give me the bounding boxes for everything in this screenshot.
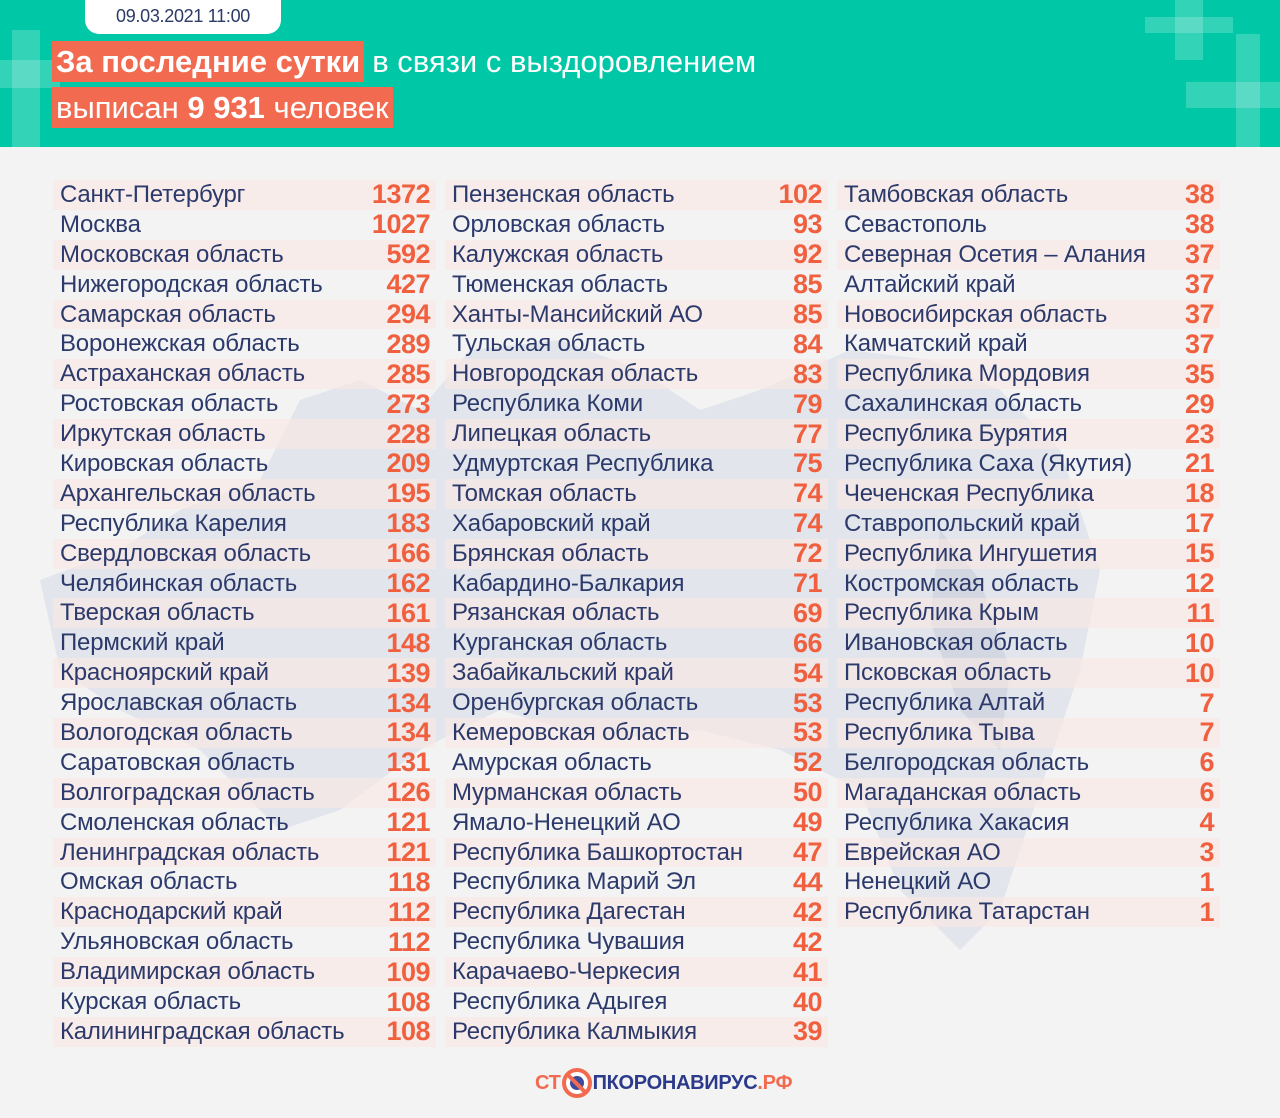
headline-count-box: выписан 9 931 человек — [52, 87, 393, 128]
region-row — [837, 628, 1220, 658]
region-row — [53, 300, 436, 330]
region-row — [445, 838, 828, 868]
recovered-count: 50 — [792, 777, 822, 808]
recovered-count: 85 — [792, 269, 822, 300]
region-row — [445, 359, 828, 389]
recovered-count: 49 — [792, 807, 822, 838]
recovered-count: 289 — [386, 328, 430, 359]
recovered-count: 37 — [1184, 328, 1214, 359]
recovered-count: 38 — [1184, 209, 1214, 240]
recovered-count: 37 — [1184, 239, 1214, 270]
recovered-count: 3 — [1199, 837, 1214, 868]
region-row — [53, 778, 436, 808]
region-name: Астраханская область — [60, 360, 305, 388]
region-row — [445, 569, 828, 599]
region-row — [53, 838, 436, 868]
region-row — [837, 539, 1220, 569]
recovered-count: 93 — [792, 209, 822, 240]
recovered-count: 112 — [387, 926, 430, 957]
recovered-count: 10 — [1184, 627, 1214, 658]
region-name: Тюменская область — [452, 270, 668, 298]
region-row — [53, 927, 436, 957]
region-name: Свердловская область — [60, 539, 311, 567]
region-name: Ленинградская область — [60, 838, 320, 866]
region-row — [837, 569, 1220, 599]
region-name: Ямало-Ненецкий АО — [452, 808, 681, 836]
region-row — [837, 897, 1220, 927]
region-row — [837, 718, 1220, 748]
region-row — [837, 329, 1220, 359]
region-name: Курганская область — [452, 629, 668, 657]
region-name: Москва — [60, 210, 141, 238]
region-name: Томская область — [452, 479, 637, 507]
recovered-count: 39 — [792, 1016, 822, 1047]
recovered-count: 74 — [792, 478, 822, 509]
region-row — [53, 748, 436, 778]
recovered-count: 209 — [386, 448, 430, 479]
region-name: Владимирская область — [60, 958, 315, 986]
stopkoronavirus-logo[interactable]: СТ ПКОРОНАВИРУС .РФ — [535, 1068, 792, 1098]
region-row — [53, 509, 436, 539]
region-row — [53, 180, 436, 210]
region-name: Тверская область — [60, 599, 255, 627]
recovered-count: 1027 — [371, 209, 430, 240]
region-name: Республика Алтай — [844, 689, 1045, 717]
plus-decor-icon — [1186, 82, 1280, 108]
region-name: Воронежская область — [60, 330, 300, 358]
recovered-count: 1372 — [371, 179, 430, 210]
recovered-count: 17 — [1184, 508, 1214, 539]
recovered-count: 79 — [792, 388, 822, 419]
header-banner — [0, 0, 1280, 147]
recovered-count: 77 — [792, 418, 822, 449]
region-row — [445, 688, 828, 718]
region-row — [837, 688, 1220, 718]
recovered-count: 112 — [387, 896, 430, 927]
region-row — [445, 628, 828, 658]
region-name: Новгородская область — [452, 360, 699, 388]
region-row — [53, 479, 436, 509]
region-name: Сахалинская область — [844, 390, 1082, 418]
region-name: Кемеровская область — [452, 718, 690, 746]
region-row — [53, 688, 436, 718]
region-column-3 — [837, 180, 1220, 927]
region-row — [53, 808, 436, 838]
region-row — [53, 658, 436, 688]
region-name: Республика Крым — [844, 599, 1039, 627]
region-row — [445, 987, 828, 1017]
recovered-count: 53 — [792, 717, 822, 748]
recovered-count: 29 — [1184, 388, 1214, 419]
region-name: Республика Карелия — [60, 509, 287, 537]
recovered-count: 35 — [1184, 358, 1214, 389]
region-row — [53, 1017, 436, 1047]
recovered-count: 166 — [386, 538, 430, 569]
region-name: Челябинская область — [60, 569, 298, 597]
region-name: Оренбургская область — [452, 689, 699, 717]
region-name: Волгоградская область — [60, 778, 315, 806]
recovered-count: 131 — [386, 747, 430, 778]
region-name: Костромская область — [844, 569, 1079, 597]
region-name: Еврейская АО — [844, 838, 1001, 866]
recovered-count: 66 — [792, 627, 822, 658]
region-name: Ставропольский край — [844, 509, 1080, 537]
recovered-count: 162 — [386, 568, 430, 599]
region-row — [53, 240, 436, 270]
region-row — [53, 389, 436, 419]
region-row — [445, 449, 828, 479]
region-row — [837, 598, 1220, 628]
recovered-count: 69 — [792, 597, 822, 628]
recovered-count: 427 — [386, 269, 430, 300]
recovered-count: 37 — [1184, 269, 1214, 300]
recovered-count: 84 — [792, 328, 822, 359]
region-name: Забайкальский край — [452, 659, 674, 687]
region-row — [53, 359, 436, 389]
region-name: Магаданская область — [844, 778, 1081, 806]
region-name: Республика Тыва — [844, 718, 1035, 746]
region-name: Алтайский край — [844, 270, 1016, 298]
recovered-count: 273 — [386, 388, 430, 419]
recovered-count: 42 — [792, 896, 822, 927]
region-name: Санкт-Петербург — [60, 180, 246, 208]
recovered-count: 42 — [792, 926, 822, 957]
region-name: Республика Хакасия — [844, 808, 1070, 836]
region-row — [837, 389, 1220, 419]
region-row — [445, 270, 828, 300]
region-row — [837, 479, 1220, 509]
recovered-count: 11 — [1186, 597, 1214, 628]
region-name: Курская область — [60, 987, 241, 1015]
region-row — [445, 867, 828, 897]
headline-text: в связи с выздоровлением — [372, 43, 757, 79]
region-row — [445, 539, 828, 569]
region-name: Саратовская область — [60, 748, 295, 776]
region-row — [445, 210, 828, 240]
recovered-count: 85 — [792, 299, 822, 330]
region-row — [53, 867, 436, 897]
recovered-count: 161 — [386, 597, 430, 628]
recovered-count: 37 — [1184, 299, 1214, 330]
recovered-count: 126 — [386, 777, 430, 808]
total-count: 9 931 — [187, 89, 265, 125]
region-name: Республика Саха (Якутия) — [844, 449, 1133, 477]
region-row — [53, 718, 436, 748]
region-row — [53, 897, 436, 927]
region-row — [837, 748, 1220, 778]
region-name: Ханты-Мансийский АО — [452, 300, 703, 328]
virus-stop-icon — [562, 1068, 592, 1098]
region-name: Архангельская область — [60, 479, 316, 507]
recovered-count: 592 — [386, 239, 430, 270]
region-row — [837, 658, 1220, 688]
region-row — [837, 270, 1220, 300]
region-row — [445, 808, 828, 838]
region-name: Орловская область — [452, 210, 665, 238]
recovered-count: 47 — [792, 837, 822, 868]
region-name: Липецкая область — [452, 420, 651, 448]
region-row — [53, 539, 436, 569]
region-row — [53, 419, 436, 449]
recovered-count: 10 — [1184, 657, 1214, 688]
recovered-count: 102 — [778, 179, 822, 210]
region-name: Пермский край — [60, 629, 225, 657]
region-column-1 — [53, 180, 436, 1047]
region-name: Тамбовская область — [844, 180, 1069, 208]
region-name: Республика Башкортостан — [452, 838, 743, 866]
region-name: Новосибирская область — [844, 300, 1108, 328]
region-row — [445, 778, 828, 808]
region-name: Краснодарский край — [60, 898, 283, 926]
region-name: Чеченская Республика — [844, 479, 1094, 507]
region-name: Самарская область — [60, 300, 276, 328]
region-name: Калужская область — [452, 240, 664, 268]
region-row — [445, 419, 828, 449]
region-row — [837, 210, 1220, 240]
recovered-count: 71 — [792, 568, 822, 599]
region-name: Республика Дагестан — [452, 898, 686, 926]
recovered-count: 1 — [1199, 896, 1214, 927]
recovered-count: 134 — [386, 687, 430, 718]
recovered-count: 285 — [386, 358, 430, 389]
recovered-count: 294 — [386, 299, 430, 330]
region-row — [53, 329, 436, 359]
recovered-count: 21 — [1184, 448, 1214, 479]
region-name: Московская область — [60, 240, 284, 268]
recovered-count: 41 — [792, 956, 822, 987]
recovered-count: 228 — [386, 418, 430, 449]
headline-highlight: За последние сутки — [52, 41, 364, 82]
region-name: Тульская область — [452, 330, 645, 358]
region-row — [53, 957, 436, 987]
region-row — [837, 867, 1220, 897]
recovered-count: 38 — [1184, 179, 1214, 210]
region-row — [53, 987, 436, 1017]
region-name: Ярославская область — [60, 689, 297, 717]
region-row — [837, 838, 1220, 868]
date-badge: 09.03.2021 11:00 — [85, 0, 281, 34]
region-row — [53, 449, 436, 479]
recovered-count: 6 — [1199, 747, 1214, 778]
region-row — [445, 718, 828, 748]
region-name: Республика Марий Эл — [452, 868, 696, 896]
region-name: Амурская область — [452, 748, 652, 776]
region-name: Республика Адыгея — [452, 987, 668, 1015]
region-row — [445, 957, 828, 987]
region-name: Омская область — [60, 868, 238, 896]
region-row — [445, 300, 828, 330]
region-name: Иркутская область — [60, 420, 266, 448]
recovered-count: 195 — [386, 478, 430, 509]
region-row — [837, 778, 1220, 808]
region-name: Калининградская область — [60, 1017, 345, 1045]
plus-decor-icon — [0, 60, 60, 88]
recovered-count: 92 — [792, 239, 822, 270]
recovered-count: 6 — [1199, 777, 1214, 808]
region-name: Республика Ингушетия — [844, 539, 1098, 567]
region-name: Республика Татарстан — [844, 898, 1090, 926]
region-row — [837, 359, 1220, 389]
plus-decor-icon — [12, 30, 40, 147]
recovered-count: 118 — [387, 866, 430, 897]
recovered-count: 54 — [792, 657, 822, 688]
region-row — [445, 329, 828, 359]
recovered-count: 52 — [792, 747, 822, 778]
recovered-count: 134 — [386, 717, 430, 748]
region-name: Белгородская область — [844, 748, 1089, 776]
region-row — [445, 598, 828, 628]
region-name: Ростовская область — [60, 390, 279, 418]
region-name: Ульяновская область — [60, 928, 294, 956]
region-name: Карачаево-Черкесия — [452, 958, 681, 986]
region-row — [445, 180, 828, 210]
region-row — [445, 897, 828, 927]
region-name: Камчатский край — [844, 330, 1028, 358]
recovered-count: 7 — [1199, 717, 1214, 748]
recovered-count: 83 — [792, 358, 822, 389]
region-name: Республика Чувашия — [452, 928, 685, 956]
recovered-count: 12 — [1184, 568, 1214, 599]
region-row — [837, 808, 1220, 838]
recovered-count: 7 — [1199, 687, 1214, 718]
recovered-count: 1 — [1199, 866, 1214, 897]
region-name: Республика Мордовия — [844, 360, 1090, 388]
region-name: Хабаровский край — [452, 509, 651, 537]
region-name: Нижегородская область — [60, 270, 323, 298]
recovered-count: 72 — [792, 538, 822, 569]
recovered-count: 44 — [792, 866, 822, 897]
recovered-count: 15 — [1184, 538, 1214, 569]
region-row — [445, 927, 828, 957]
region-name: Севастополь — [844, 210, 987, 238]
region-row — [837, 449, 1220, 479]
region-row — [445, 1017, 828, 1047]
region-name: Псковская область — [844, 659, 1052, 687]
recovered-count: 109 — [386, 956, 430, 987]
region-name: Ненецкий АО — [844, 868, 991, 896]
region-row — [837, 509, 1220, 539]
region-name: Вологодская область — [60, 718, 293, 746]
region-name: Республика Бурятия — [844, 420, 1068, 448]
plus-decor-icon — [1145, 17, 1233, 33]
recovered-count: 4 — [1199, 807, 1214, 838]
region-name: Удмуртская Республика — [452, 449, 714, 477]
region-row — [445, 748, 828, 778]
recovered-count: 75 — [792, 448, 822, 479]
region-row — [445, 658, 828, 688]
region-row — [445, 389, 828, 419]
headline-line-1 — [52, 41, 756, 82]
recovered-count: 108 — [386, 1016, 430, 1047]
recovered-count: 139 — [386, 657, 430, 688]
region-row — [837, 180, 1220, 210]
recovered-count: 18 — [1184, 478, 1214, 509]
region-row — [837, 419, 1220, 449]
region-row — [53, 598, 436, 628]
region-name: Красноярский край — [60, 659, 269, 687]
region-name: Пензенская область — [452, 180, 675, 208]
region-name: Ивановская область — [844, 629, 1068, 657]
region-name: Кировская область — [60, 449, 269, 477]
region-row — [53, 628, 436, 658]
recovered-count: 74 — [792, 508, 822, 539]
recovered-count: 148 — [386, 627, 430, 658]
region-name: Мурманская область — [452, 778, 682, 806]
headline-line-2 — [52, 87, 393, 128]
region-row — [837, 240, 1220, 270]
recovered-count: 183 — [386, 508, 430, 539]
region-name: Северная Осетия – Алания — [844, 240, 1146, 268]
recovered-count: 53 — [792, 687, 822, 718]
region-row — [53, 270, 436, 300]
region-row — [837, 300, 1220, 330]
region-name: Республика Коми — [452, 390, 643, 418]
recovered-count: 108 — [386, 986, 430, 1017]
region-row — [445, 479, 828, 509]
recovered-count: 121 — [386, 807, 430, 838]
recovered-count: 121 — [386, 837, 430, 868]
region-row — [445, 509, 828, 539]
region-column-2 — [445, 180, 828, 1047]
region-name: Смоленская область — [60, 808, 289, 836]
recovered-count: 40 — [792, 986, 822, 1017]
region-name: Кабардино-Балкария — [452, 569, 685, 597]
region-row — [53, 210, 436, 240]
region-name: Брянская область — [452, 539, 649, 567]
region-name: Республика Калмыкия — [452, 1017, 697, 1045]
region-name: Рязанская область — [452, 599, 660, 627]
region-row — [53, 569, 436, 599]
recovered-count: 23 — [1184, 418, 1214, 449]
region-row — [445, 240, 828, 270]
